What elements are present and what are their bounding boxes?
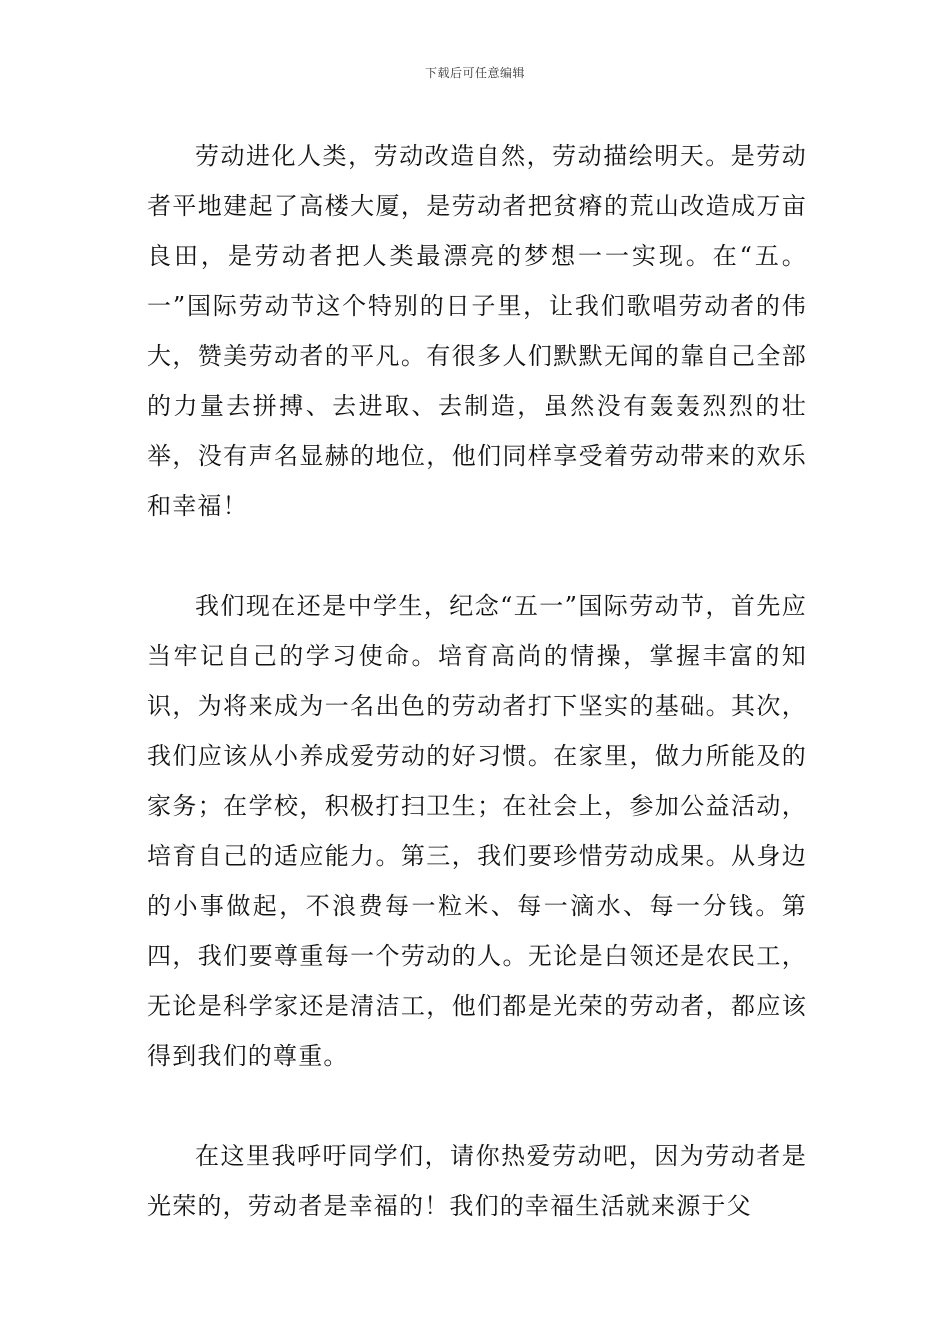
document-body xyxy=(147,131,807,1231)
page-header-note: 下载后可任意编辑 xyxy=(424,66,525,80)
paragraph-3: 在这里我呼吁同学们，请你热爱劳动吧，因为劳动者是光荣的，劳动者是幸福的！我们的幸福生活就来源于父 xyxy=(147,1142,807,1220)
paragraph-2: 我们现在还是中学生，纪念“五一”国际劳动节，首先应当牢记自己的学习使命。培育高尚的情操，掌握丰富的知识，为将来成为一名出色的劳动者打下坚实的基础。其次，我们应该从小养成爱劳动的好习惯。在家里，做力所能及的家务；在学校，积极打扫卫生；在社会上，参加公益活动，培育自己的适应能力。第三，我们要珍惜劳动成果。从身边的小事做起，不浪费每一粒米、每一滴水、每一分钱。第四，我们要尊重每一个劳动的人。无论是白领还是农民工，无论是科学家还是清洁工，他们都是光荣的劳动者，都应该得到我们的尊重。 xyxy=(147,592,807,1070)
paragraph-1: 劳动进化人类，劳动改造自然，劳动描绘明天。是劳动者平地建起了高楼大厦，是劳动者把贫瘠的荒山改造成万亩良田，是劳动者把人类最漂亮的梦想一一实现。在“五。一”国际劳动节这个特别的日子里，让我们歌唱劳动者的伟大，赞美劳动者的平凡。有很多人们默默无闻的靠自己全部的力量去拼搏、去进取、去制造，虽然没有轰轰烈烈的壮举，没有声名显赫的地位，他们同样享受着劳动带来的欢乐和幸福！ xyxy=(147,142,807,520)
